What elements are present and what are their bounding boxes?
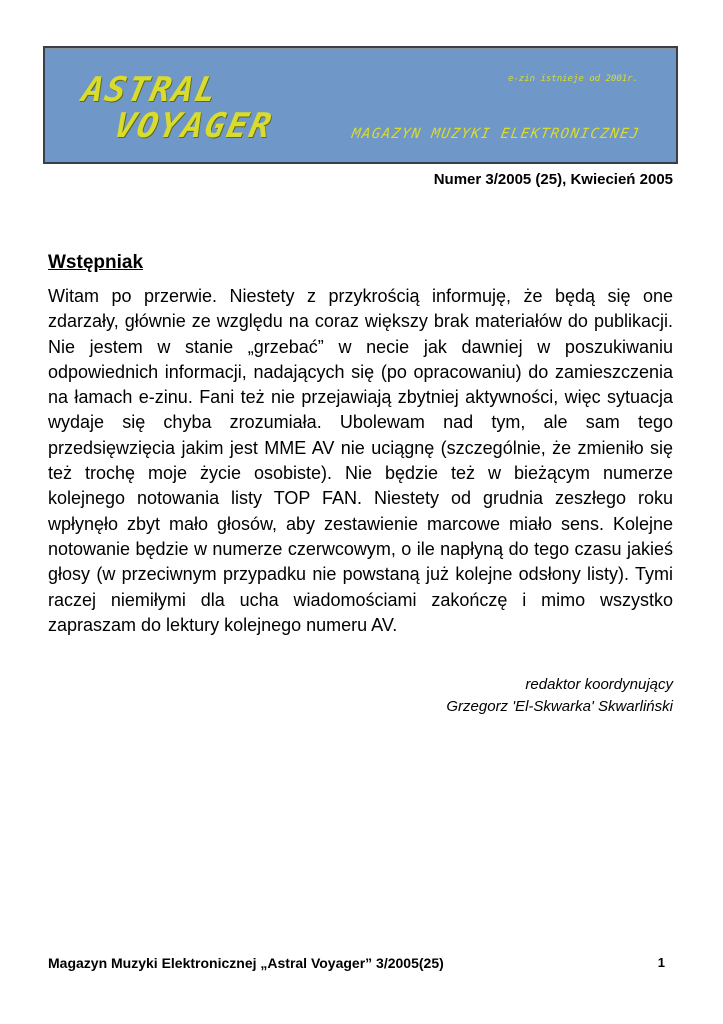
signature-role: redaktor koordynujący <box>525 676 673 693</box>
banner-subtitle: MAGAZYN MUZYKI ELEKTRONICZNEJ <box>350 126 642 142</box>
issue-line: Numer 3/2005 (25), Kwiecień 2005 <box>433 171 673 188</box>
page-number: 1 <box>657 955 665 970</box>
signature-name: Grzegorz 'El-Skwarka' Skwarliński <box>446 698 673 715</box>
logo-astral-text: ASTRAL <box>78 70 223 110</box>
article-body: Witam po przerwie. Niestety z przykrością informuję, że będą się one zdarzały, głównie ze względu na coraz większy brak materiałów do publikacji. Nie jestem w stanie „grzebać” w necie jak dawniej w poszukiwaniu odpowiednich informacji, nadających się (po opracowaniu) do zamieszczenia na łamach e-zinu. Fani też nie przejawiają zbytniej aktywności, więc sytuacja wydaje się chyba zrozumiała. Ubolewam nad tym, ale sam tego przedsięwzięcia jakim jest MME AV nie uciągnę (szczególnie, że zmieniło się też trochę moje życie osobiste). Nie będzie też w bieżącym numerze kolejnego notowania listy TOP FAN. Niestety od grudnia zeszłego roku wpłynęło zbyt mało głosów, aby zestawienie marcowe miało sens. Kolejne notowanie będzie w numerze czerwcowym, o ile napłyną do tego czasu jakieś głosy (w przeciwnym przypadku nie powstaną już kolejne odsłony listy). Tymi raczej niemiłymi dla ucha wiadomościami zakończę i mimo wszystko zapraszam do lektury kolejnego numeru AV. <box>48 286 673 635</box>
article-heading: Wstępniak <box>48 252 144 273</box>
logo-voyager-text: VOYAGER <box>110 106 277 146</box>
header-banner <box>43 46 678 164</box>
footer-title: Magazyn Muzyki Elektronicznej „Astral Voyager” 3/2005(25) <box>48 955 444 971</box>
banner-tagline: e-zin istnieje od 2001r. <box>507 74 638 84</box>
